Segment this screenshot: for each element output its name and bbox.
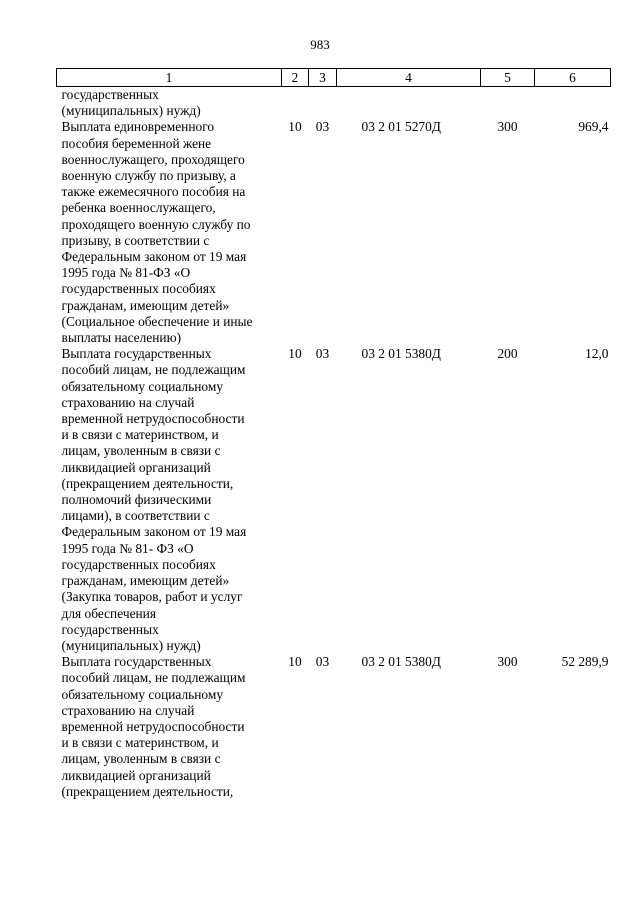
row-target-code: 03 2 01 5380Д [361,346,441,362]
row-description: Выплата государственных пособий лицам, не подлежащим обязательному социальному страхованию на случай временной нетрудоспособности и в связи с материнством, и лицам, уволенным в связи с ликвидацией организаций (прекращением деятельности, [61,654,246,799]
header-col-5: 5 [481,69,535,87]
row-expense-kind [481,87,535,120]
row-target-code: 03 2 01 5270Д [361,119,441,135]
row-section [282,87,309,120]
row-section: 10 [288,654,302,670]
row-amount [535,87,611,120]
row-amount: 969,4 [578,119,609,135]
row-subsection: 03 [315,119,330,135]
row-target-code: 03 2 01 5380Д [361,654,441,670]
header-col-4: 4 [337,69,481,87]
row-description: Выплата единовременного пособия беременной жене военнослужащего, проходящего военную службу по призыву, а также ежемесячного пособия на ребенка военнослужащего, проходящего военную службу по призыву, в соответствии с Федеральным законом от 19 мая 1995 года № 81-ФЗ «О государственных пособиях гражданам, имеющим детей» (Социальное обеспечение и иные выплаты населению) [61,119,253,346]
header-col-1: 1 [57,69,282,87]
row-section: 10 [288,346,302,362]
table-row [57,119,611,346]
row-expense-kind: 200 [497,346,518,362]
row-expense-kind: 300 [497,654,518,670]
row-subsection: 03 [315,346,330,362]
row-description: государственных (муниципальных) нужд) [61,87,201,119]
row-expense-kind: 300 [497,119,518,135]
table-row [57,654,611,800]
table-header [57,69,611,87]
row-description: Выплата государственных пособий лицам, не подлежащим обязательному социальному страхованию на случай временной нетрудоспособности и в связи с материнством, и лицам, уволенным в связи с ликвидацией организаций (прекращением деятельности, полномочий физическими лицами), в соответствии с Федеральным законом от 19 мая 1995 года № 81- ФЗ «О государственных пособиях гражданам, имеющим детей» (Закупка товаров, работ и услуг для обеспечения государственных (муниципальных) нужд) [61,346,247,653]
table-row [57,346,611,654]
row-amount: 12,0 [585,346,609,362]
budget-table [56,68,611,800]
row-section: 10 [288,119,302,135]
row-subsection: 03 [315,654,330,670]
header-col-3: 3 [309,69,337,87]
page-number: 983 [310,37,330,52]
row-subsection [309,87,337,120]
table-row [57,87,611,120]
header-col-6: 6 [535,69,611,87]
row-amount: 52 289,9 [561,654,609,670]
row-target-code [337,87,481,120]
header-col-2: 2 [282,69,309,87]
